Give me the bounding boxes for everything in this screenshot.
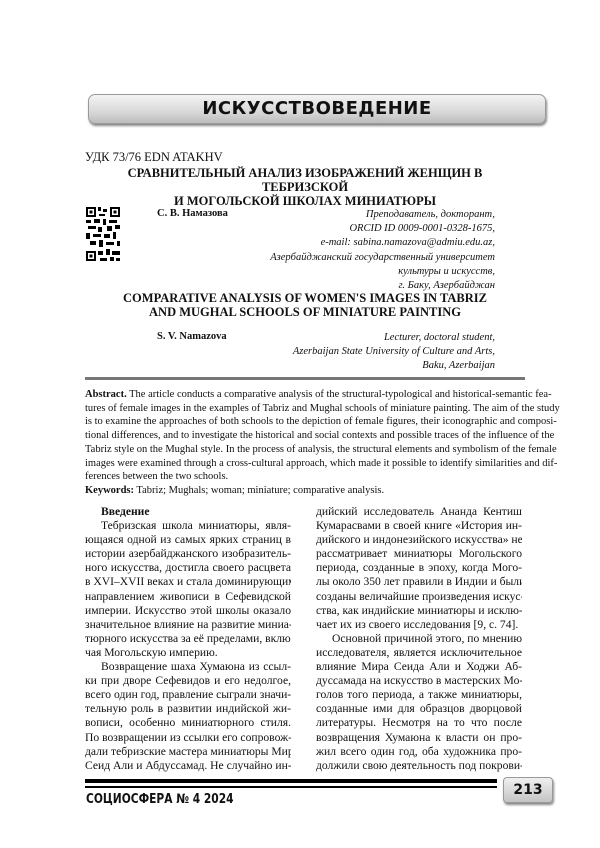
text-line: в XVI–XVII веках и стала доминирующим bbox=[85, 575, 291, 589]
abstract-line: tures of female images in the examples of Tabriz and Mughal schools of miniature painting. The aim of the study bbox=[85, 402, 525, 416]
text-line: дийского и индонезийского искусства» не bbox=[316, 533, 522, 547]
udk-edn: УДК 73/76 EDN ATAKHV bbox=[85, 150, 223, 165]
text-line: должили свою деятельность под покрови- bbox=[316, 759, 522, 773]
text-line: чая Могольскую империю. bbox=[85, 646, 291, 660]
author-en: S. V. Namazova bbox=[157, 331, 227, 342]
text-line: ства, как индийские миниатюры и исклю- bbox=[316, 604, 522, 618]
text-line: ки при дворе Сефевидов и его недолгое, bbox=[85, 674, 291, 688]
text-line: ющаяся одной из самых ярких страниц в bbox=[85, 533, 291, 547]
affiliation-line: Азербайджанский государственный университет bbox=[135, 251, 495, 265]
abstract-line: tional differences, and to investigate the historical and social contexts and possible traces of the influence of the bbox=[85, 429, 525, 443]
qr-code-icon bbox=[86, 207, 120, 263]
text-line: созданные ими для образцов дворцовой bbox=[316, 702, 522, 716]
title-line: И МОГОЛЬСКОЙ ШКОЛАХ МИНИАТЮРЫ bbox=[85, 194, 525, 208]
text-line: созданы величайшие произведения искус- bbox=[316, 590, 522, 604]
affiliation-line: Azerbaijan State University of Culture and Arts, bbox=[135, 345, 495, 359]
right-column bbox=[316, 505, 522, 773]
affiliation-line: г. Баку, Азербайджан bbox=[135, 279, 495, 293]
text-line: империи. Искусство этой школы оказало bbox=[85, 604, 291, 618]
text-line: Возвращение шаха Хумаюна из ссыл- bbox=[85, 660, 291, 674]
affiliation-line: культуры и искусств, bbox=[135, 265, 495, 279]
text-line: возвращения Хумаюна к власти он про- bbox=[316, 731, 522, 745]
keywords: Keywords: Tabriz; Mughals; woman; miniature; comparative analysis. bbox=[85, 484, 525, 498]
affiliation-en bbox=[135, 331, 495, 374]
journal-name: СОЦИОСФЕРА № 4 2024 bbox=[86, 792, 234, 807]
text-line: Тебризская школа миниатюры, явля- bbox=[85, 519, 291, 533]
title-line: COMPARATIVE ANALYSIS OF WOMEN'S IMAGES IN TABRIZ bbox=[85, 291, 525, 305]
text-line: литературы. Несмотря на то что после bbox=[316, 716, 522, 730]
abstract-line: ferences between the two schools. bbox=[85, 470, 525, 484]
affiliation-email[interactable]: e-mail: sabina.namazova@admiu.edu.az, bbox=[135, 236, 495, 250]
affiliation-line: Baku, Azerbaijan bbox=[135, 359, 495, 373]
footer-rule bbox=[85, 786, 497, 788]
divider bbox=[85, 377, 525, 380]
text-line: дийский исследователь Ананда Кентиш bbox=[316, 505, 522, 519]
text-line: Сеид Али и Абдуссамад. Не случайно ин- bbox=[85, 759, 291, 773]
text-line: исследователя, является исключительное bbox=[316, 646, 522, 660]
section-heading: Введение bbox=[85, 505, 291, 519]
author-ru: С. В. Намазова bbox=[157, 208, 228, 219]
text-line: влияние Мира Сеида Али и Ходжи Аб- bbox=[316, 660, 522, 674]
text-line: жил всего один год, оба художника про- bbox=[316, 745, 522, 759]
text-line: истории азербайджанского изобразитель- bbox=[85, 547, 291, 561]
text-line: Кумарасвами в своей книге «История ин- bbox=[316, 519, 522, 533]
text-line: тельную роль в развитии индийской жи- bbox=[85, 702, 291, 716]
abstract-label: Abstract. bbox=[85, 389, 127, 400]
title-line: СРАВНИТЕЛЬНЫЙ АНАЛИЗ ИЗОБРАЖЕНИЙ ЖЕНЩИН В ТЕБРИЗСКОЙ bbox=[85, 166, 525, 194]
article-title-ru bbox=[85, 166, 525, 208]
text-line: значительное влияние на развитие миниа- bbox=[85, 618, 291, 632]
title-line: AND MUGHAL SCHOOLS OF MINIATURE PAINTING bbox=[85, 305, 525, 319]
text-line: вописи, особенно миниатюрного стиля. bbox=[85, 716, 291, 730]
abstract-line: is to examine the approaches of both schools to the depiction of female figures, their iconographic and composi- bbox=[85, 415, 525, 429]
keywords-label: Keywords: bbox=[85, 485, 134, 496]
text-line: дали тебризские мастера миниатюры Мир bbox=[85, 745, 291, 759]
text-line: лы около 350 лет правили в Индии и были bbox=[316, 575, 522, 589]
page-number: 213 bbox=[503, 777, 553, 803]
text-line: всего один год, правление сыграли значи- bbox=[85, 688, 291, 702]
text-line: Основной причиной этого, по мнению bbox=[316, 632, 522, 646]
text-line: дуссамада на искусство в мастерских Мо- bbox=[316, 674, 522, 688]
abstract-line: images were examined through a cross-cultural approach, which made it possible to identify similarities and dif- bbox=[85, 457, 525, 471]
affiliation-line: ORCID ID 0009-0001-0328-1675, bbox=[135, 222, 495, 236]
left-column bbox=[85, 505, 291, 773]
text-line: чает их из своего исследования [9, с. 74]. bbox=[316, 618, 522, 632]
abstract-line: Tabriz style on the Mughal style. In the process of analysis, the structural elements and symbolism of the female bbox=[85, 443, 525, 457]
text-line: голов того периода, а также миниатюры, bbox=[316, 688, 522, 702]
affiliation-ru bbox=[135, 208, 495, 293]
text-line: По возвращении из ссылки его сопровож- bbox=[85, 731, 291, 745]
abstract bbox=[85, 388, 525, 498]
text-line: ного искусства, достигла своего расцвета bbox=[85, 561, 291, 575]
affiliation-line: Lecturer, doctoral student, bbox=[135, 331, 495, 345]
text-line: направлением живописи в Сефевидской bbox=[85, 590, 291, 604]
affiliation-line: Преподаватель, докторант, bbox=[135, 208, 495, 222]
footer-rule bbox=[85, 779, 497, 783]
section-banner: ИСКУССТВОВЕДЕНИЕ bbox=[88, 94, 546, 124]
text-line: тюрного искусства за её пределами, вклю- bbox=[85, 632, 291, 646]
abstract-line: Abstract. The article conducts a comparative analysis of the structural-typological and historical-semantic fea- bbox=[85, 388, 525, 402]
text-line: рассматривает миниатюры Могольского bbox=[316, 547, 522, 561]
article-title-en bbox=[85, 291, 525, 319]
text-line: периода, созданные в эпоху, когда Мого- bbox=[316, 561, 522, 575]
